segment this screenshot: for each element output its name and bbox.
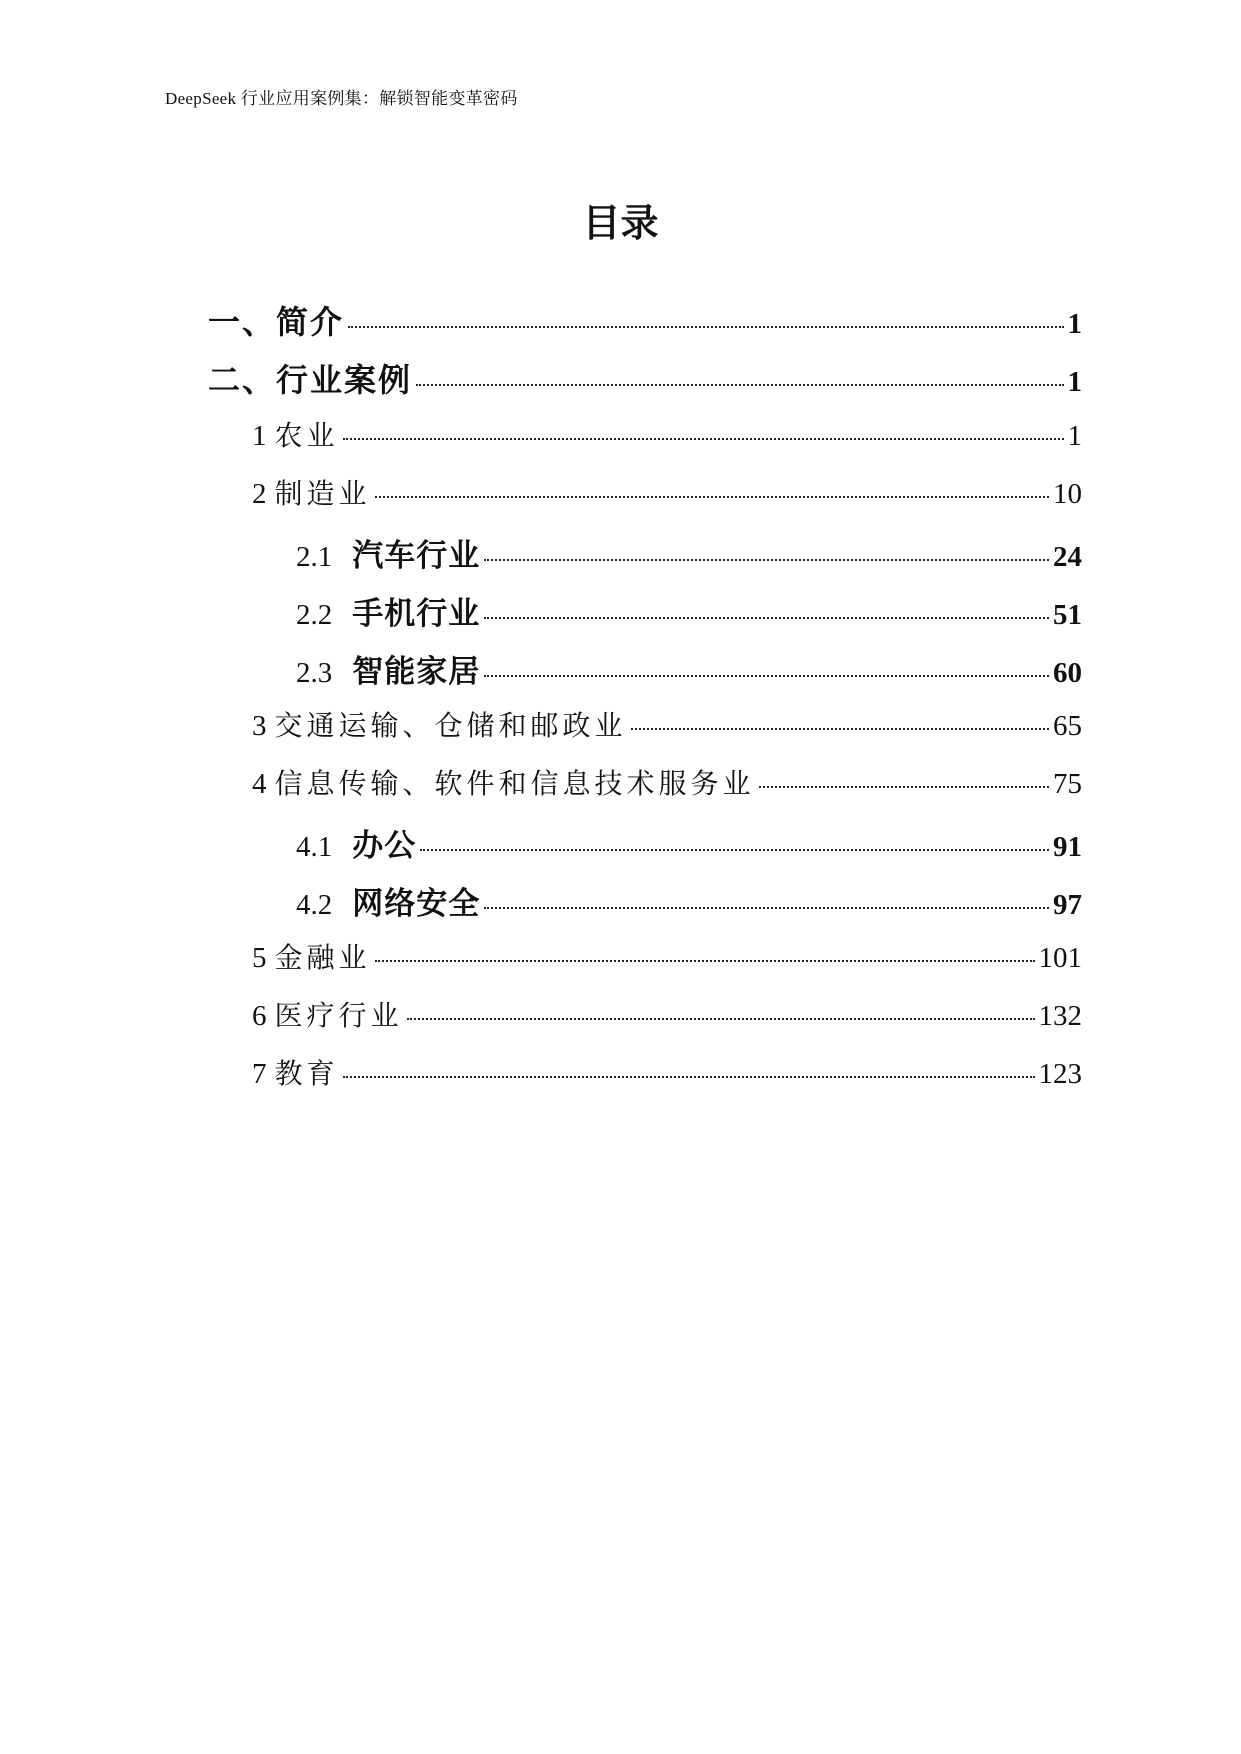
toc-entry-page: 75 [1053, 768, 1082, 800]
toc-entry-cybersecurity[interactable] [296, 878, 1082, 926]
toc-entry-label [252, 994, 403, 1034]
dot-leader [375, 960, 1035, 962]
toc-entry-label [296, 588, 480, 633]
toc-entry-page: 60 [1053, 657, 1082, 689]
toc-entry-page: 123 [1038, 1058, 1082, 1090]
toc-entry-title: 教育 [274, 1057, 339, 1090]
toc-entry-page: 65 [1053, 710, 1082, 742]
toc-entry-title: 金融业 [274, 941, 371, 974]
toc-entry-page: 1 [1067, 420, 1082, 452]
toc-entry-label [296, 820, 416, 865]
toc-entry-number: 1 [252, 420, 267, 452]
toc-entry-label [296, 878, 480, 923]
dot-leader [759, 786, 1049, 788]
toc-entry-title: 信息传输、软件和信息技术服务业 [274, 767, 755, 800]
toc-entry-label [252, 1052, 339, 1092]
toc-entry-number: 4 [252, 768, 267, 800]
toc-entry-label [208, 355, 412, 401]
toc-entry-industry-cases[interactable] [208, 355, 1082, 403]
toc-entry-label [208, 297, 344, 343]
toc-entry-finance[interactable] [252, 936, 1082, 984]
toc-entry-title: 制造业 [274, 477, 371, 510]
toc-entry-education[interactable] [252, 1052, 1082, 1100]
toc-entry-title: 农业 [274, 419, 339, 452]
toc-entry-title: 智能家居 [352, 654, 481, 690]
dot-leader [416, 384, 1063, 386]
toc-entry-mobile-phones[interactable] [296, 588, 1082, 636]
toc-entry-label [252, 472, 371, 512]
toc-entry-number: 2 [252, 478, 267, 510]
toc-entry-page: 97 [1053, 889, 1082, 921]
toc-entry-title: 一、简介 [208, 303, 345, 341]
toc-entry-title: 手机行业 [352, 596, 481, 632]
dot-leader [484, 559, 1049, 561]
toc-entry-page: 51 [1053, 599, 1082, 631]
toc-entry-agriculture[interactable] [252, 414, 1082, 462]
toc-entry-automotive[interactable] [296, 530, 1082, 578]
toc-entry-label [252, 704, 627, 744]
toc-title: 目录 [582, 201, 659, 245]
dot-leader [631, 728, 1049, 730]
toc-entry-healthcare[interactable] [252, 994, 1082, 1042]
toc-entry-number: 4.2 [296, 889, 333, 921]
toc-entry-transportation[interactable] [252, 704, 1082, 752]
toc-entry-manufacturing[interactable] [252, 472, 1082, 520]
toc-entry-page: 132 [1038, 1000, 1082, 1032]
toc-entry-page: 1 [1067, 308, 1082, 340]
toc-entry-intro[interactable] [208, 297, 1082, 345]
toc-entry-title: 办公 [352, 828, 417, 864]
toc-entry-label [252, 762, 755, 802]
toc-entry-office[interactable] [296, 820, 1082, 868]
toc-entry-label [296, 530, 480, 575]
toc-entry-information-technology[interactable] [252, 762, 1082, 810]
toc-entry-title: 二、行业案例 [208, 361, 413, 399]
toc-entry-number: 2.2 [296, 599, 333, 631]
toc-entry-label [252, 414, 339, 454]
dot-leader [484, 907, 1049, 909]
toc-entry-title: 医疗行业 [274, 999, 403, 1032]
toc-entry-number: 4.1 [296, 831, 333, 863]
dot-leader [343, 1076, 1035, 1078]
toc-entry-smart-home[interactable] [296, 646, 1082, 694]
toc-entry-page: 10 [1053, 478, 1082, 510]
toc-entry-page: 101 [1038, 942, 1082, 974]
toc-entry-label [296, 646, 480, 691]
toc-entry-title: 汽车行业 [352, 538, 481, 574]
dot-leader [484, 675, 1049, 677]
toc-entry-number: 2.3 [296, 657, 333, 689]
toc-entry-label [252, 936, 371, 976]
toc-entry-page: 91 [1053, 831, 1082, 863]
toc-entry-number: 6 [252, 1000, 267, 1032]
toc-entry-number: 3 [252, 710, 267, 742]
toc-entry-number: 7 [252, 1058, 267, 1090]
toc-entry-number: 2.1 [296, 541, 333, 573]
toc-entry-title: 网络安全 [352, 886, 481, 922]
dot-leader [407, 1018, 1035, 1020]
toc-entry-number: 5 [252, 942, 267, 974]
toc-entry-page: 1 [1067, 366, 1082, 398]
toc-entry-page: 24 [1053, 541, 1082, 573]
dot-leader [484, 617, 1049, 619]
toc-entry-title: 交通运输、仓储和邮政业 [274, 709, 627, 742]
running-header: DeepSeek 行业应用案例集：解锁智能变革密码 [165, 89, 518, 108]
dot-leader [420, 849, 1049, 851]
dot-leader [375, 496, 1049, 498]
dot-leader [343, 438, 1064, 440]
dot-leader [348, 326, 1063, 328]
